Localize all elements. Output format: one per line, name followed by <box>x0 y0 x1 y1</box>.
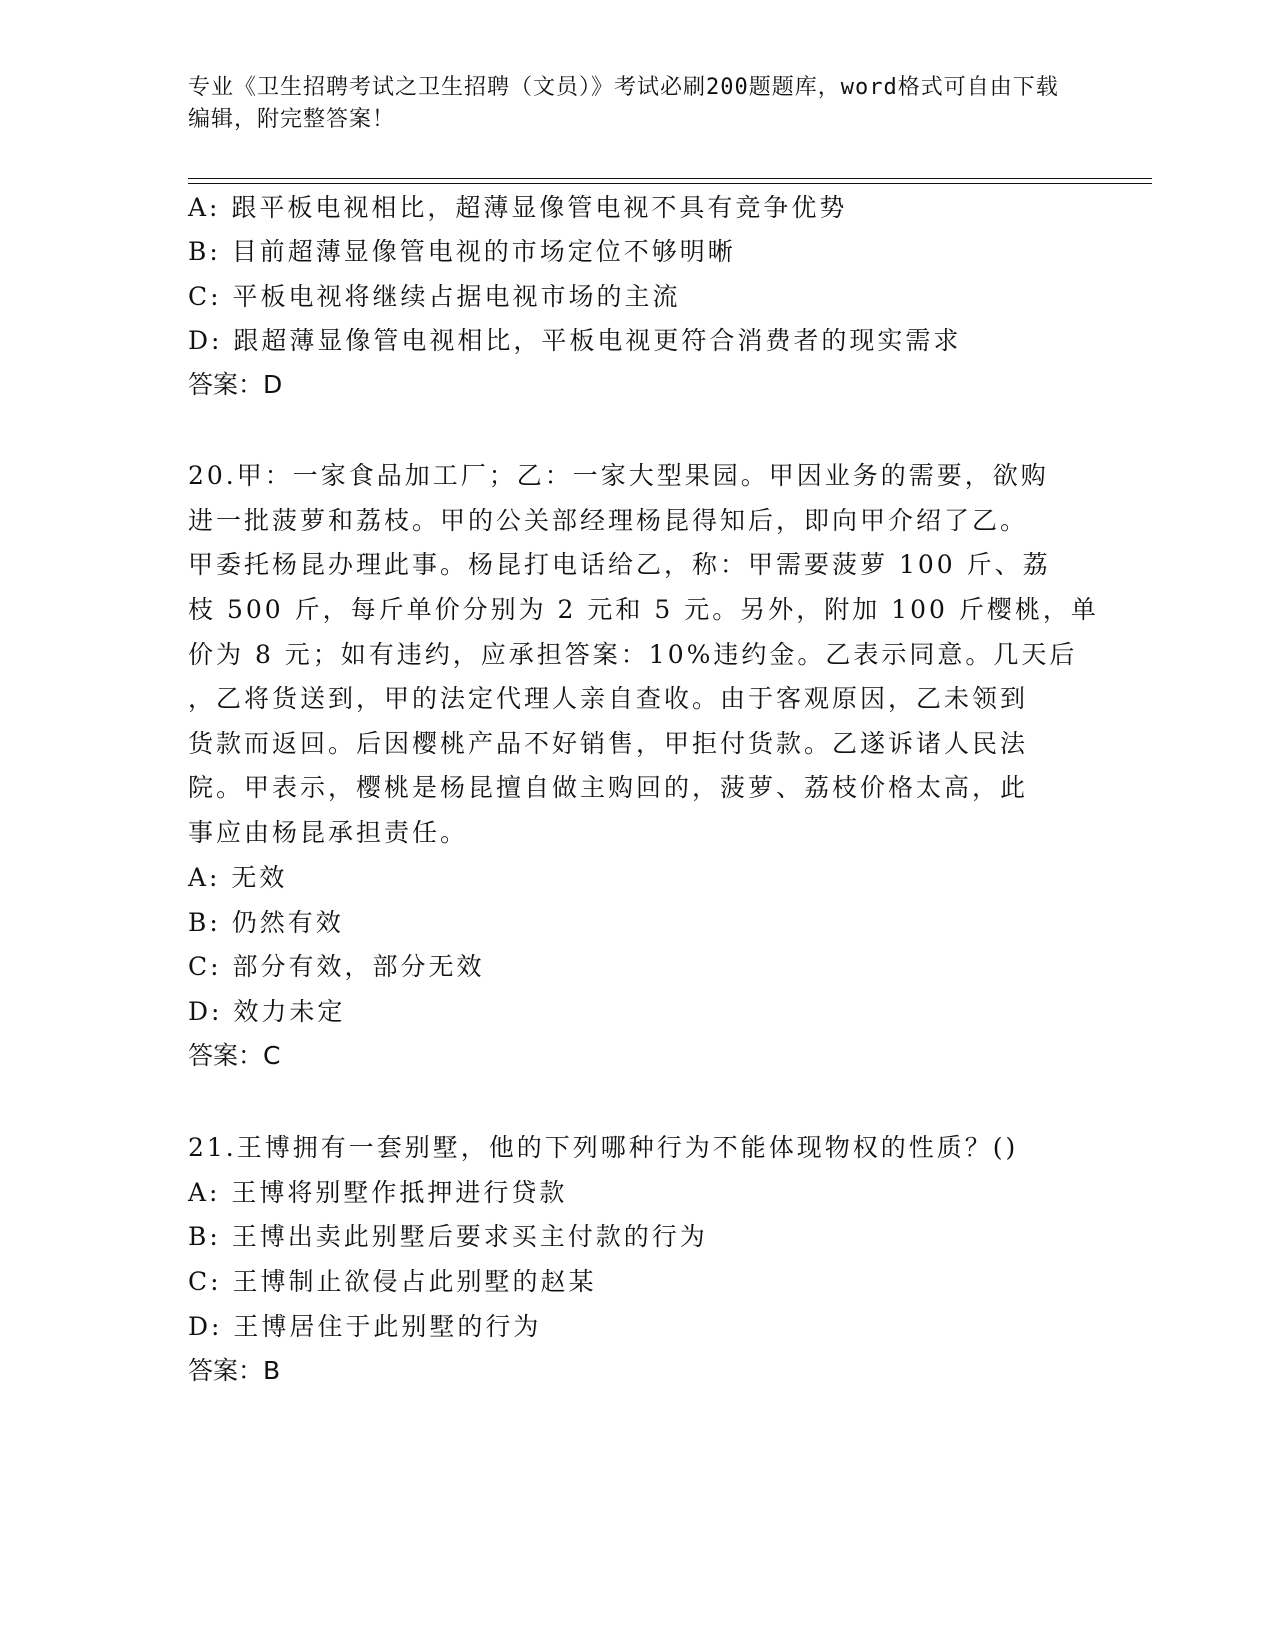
document-header: 专业《卫生招聘考试之卫生招聘（文员）》考试必刷200题题库，word格式可自由下载编辑，附完整答案！ <box>188 75 1059 132</box>
q20-stem-line-8: 院。甲表示，樱桃是杨昆擅自做主购回的，菠萝、荔枝价格太高，此 <box>188 773 1029 802</box>
q20-stem-line-9: 事应由杨昆承担责任。 <box>188 818 469 847</box>
q20-option-a: A: 无效 <box>188 863 288 892</box>
q20-stem-line-7: 货款而返回。后因樱桃产品不好销售，甲拒付货款。乙遂诉诸人民法 <box>188 729 1029 758</box>
q21-stem: 21.王博拥有一套别墅，他的下列哪种行为不能体现物权的性质？() <box>188 1133 1019 1162</box>
q20-stem-line-3: 甲委托杨昆办理此事。杨昆打电话给乙，称：甲需要菠萝 100 斤、荔 <box>188 550 1051 579</box>
header-divider-bottom <box>188 183 1152 184</box>
q19-option-c: C: 平板电视将继续占据电视市场的主流 <box>188 282 681 311</box>
q19-option-b: B: 目前超薄显像管电视的市场定位不够明晰 <box>188 237 736 266</box>
q21-option-b: B: 王博出卖此别墅后要求买主付款的行为 <box>188 1222 708 1251</box>
header-divider-top <box>188 178 1152 179</box>
q20-option-d: D: 效力未定 <box>188 997 346 1026</box>
q20-stem-line-4: 枝 500 斤，每斤单价分别为 2 元和 5 元。另外，附加 100 斤樱桃，单 <box>188 595 1099 624</box>
q21-answer: 答案：B <box>188 1356 281 1385</box>
q20-answer: 答案：C <box>188 1041 281 1070</box>
q20-stem-line-1: 20.甲：一家食品加工厂；乙：一家大型果园。甲因业务的需要，欲购 <box>188 461 1049 490</box>
q20-option-b: B: 仍然有效 <box>188 908 344 937</box>
q20-stem-line-6: ，乙将货送到，甲的法定代理人亲自查收。由于客观原因，乙未领到 <box>188 684 1029 713</box>
q19-option-d: D: 跟超薄显像管电视相比，平板电视更符合消费者的现实需求 <box>188 326 962 355</box>
q19-option-a: A: 跟平板电视相比，超薄显像管电视不具有竞争优势 <box>188 193 848 222</box>
q21-option-d: D: 王博居住于此别墅的行为 <box>188 1312 542 1341</box>
q20-option-c: C: 部分有效，部分无效 <box>188 952 485 981</box>
q20-stem-line-5: 价为 8 元；如有违约，应承担答案：10%违约金。乙表示同意。几天后 <box>188 640 1078 669</box>
q19-answer: 答案：D <box>188 370 283 399</box>
q21-option-c: C: 王博制止欲侵占此别墅的赵某 <box>188 1267 597 1296</box>
q20-stem-line-2: 进一批菠萝和荔枝。甲的公关部经理杨昆得知后，即向甲介绍了乙。 <box>188 506 1029 535</box>
q21-option-a: A: 王博将别墅作抵押进行贷款 <box>188 1178 568 1207</box>
